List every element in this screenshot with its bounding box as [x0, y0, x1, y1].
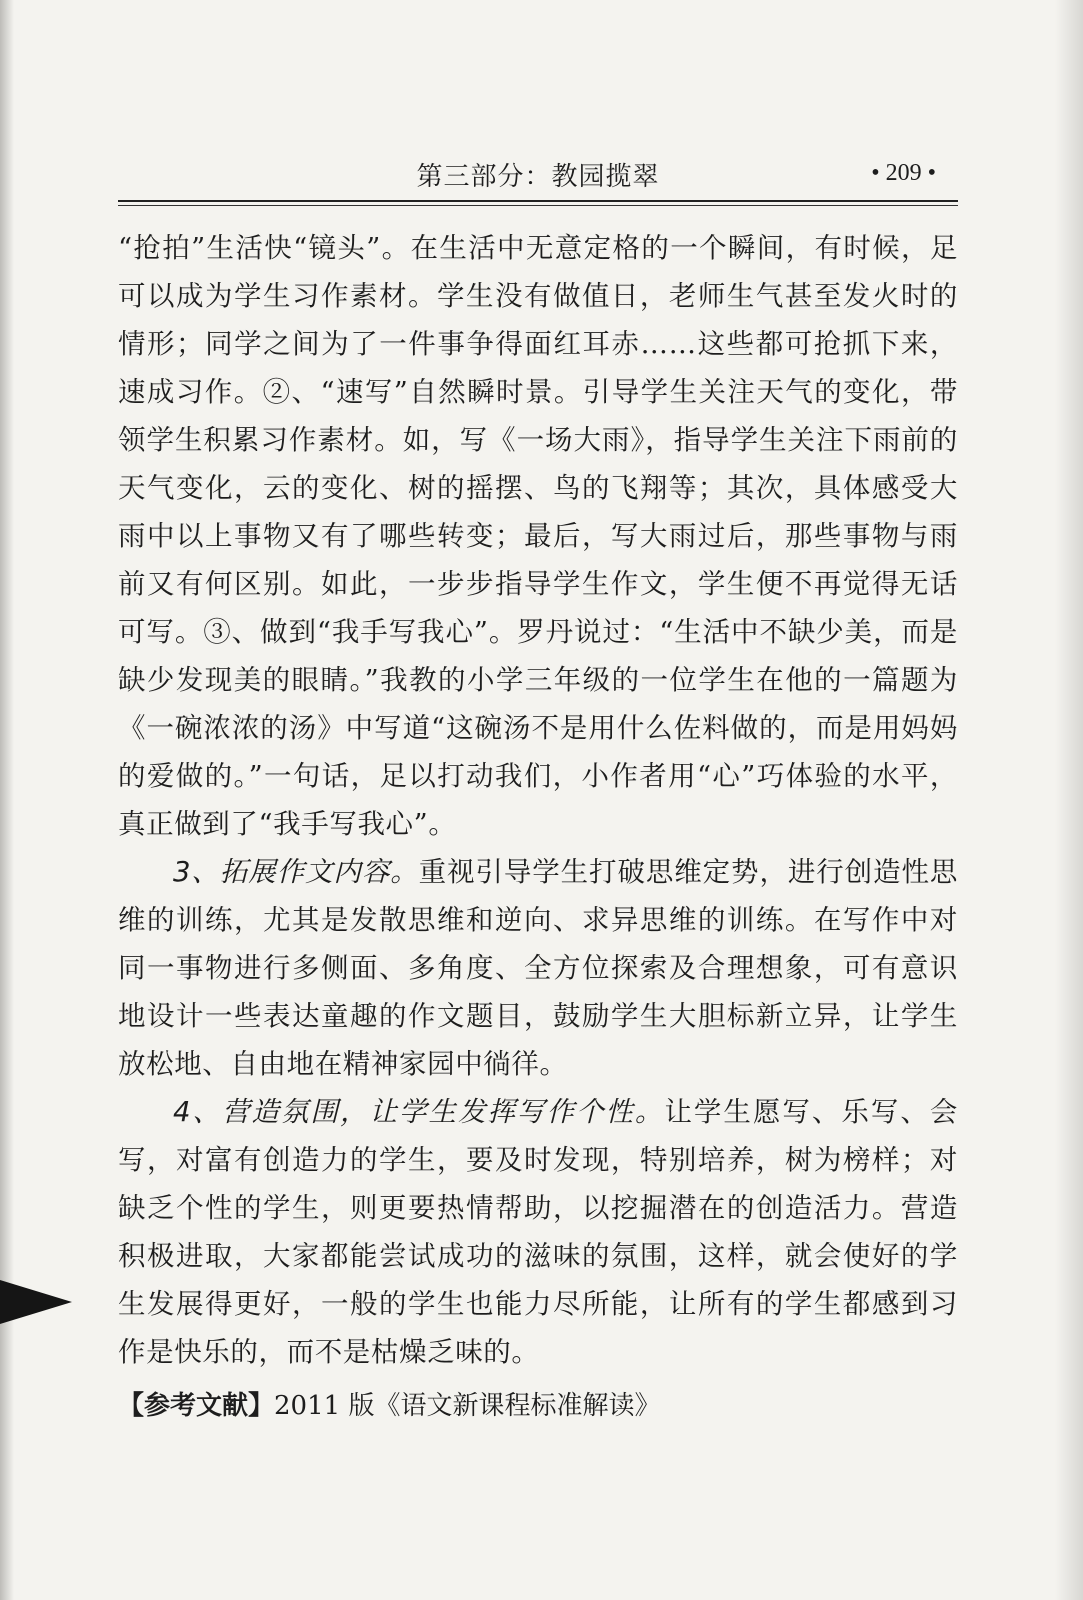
- references-label: 【参考文献】: [118, 1391, 275, 1421]
- paragraph-3-text: 让学生愿写、乐写、会写，对富有创造力的学生，要及时发现，特别培养，树为榜样；对缺乏个性的学生，则更要热情帮助，以挖掘潜在的创造活力。营造积极进取，大家都能尝试成功的滋味的氛围，这样，就会使好的学生发展得更好，一般的学生也能力尽所能，让所有的学生都感到习作是快乐的，而不是枯燥乏味的。: [118, 1096, 959, 1368]
- running-header: [118, 150, 958, 194]
- section-title: 第三部分：教园揽翠: [416, 162, 660, 192]
- references-text: 2011 版《语文新课程标准解读》: [274, 1391, 661, 1421]
- paragraph-2: [118, 848, 958, 1088]
- page-number: • 209 •: [871, 160, 936, 186]
- header-rule-thick: [118, 200, 958, 202]
- paragraph-3: [118, 1088, 958, 1376]
- paragraph-1: [118, 224, 958, 848]
- paragraph-3-lead: 4、营造氛围，让学生发挥写作个性。: [173, 1096, 665, 1128]
- header-rule-thin: [118, 205, 958, 206]
- book-page: [118, 150, 958, 1430]
- scan-right-shadow: [1055, 0, 1083, 1600]
- scan-left-shadow: [0, 0, 14, 1600]
- references: [118, 1382, 958, 1430]
- paragraph-2-text: 重视引导学生打破思维定势，进行创造性思维的训练，尤其是发散思维和逆向、求异思维的训练。在写作中对同一事物进行多侧面、多角度、全方位探索及合理想象，可有意识地设计一些表达童趣的作文题目，鼓励学生大胆标新立异，让学生放松地、自由地在精神家园中徜徉。: [118, 856, 958, 1080]
- paragraph-1-text: “抢拍”生活快“镜头”。在生活中无意定格的一个瞬间，有时候，足可以成为学生习作素材。学生没有做值日，老师生气甚至发火时的情形；同学之间为了一件事争得面红耳赤……这些都可抢抓下来，速成习作。②、“速写”自然瞬时景。引导学生关注天气的变化，带领学生积累习作素材。如，写《一场大雨》，指导学生关注下雨前的天气变化，云的变化、树的摇摆、鸟的飞翔等；其次，具体感受大雨中以上事物又有了哪些转变；最后，写大雨过后，那些事物与雨前又有何区别。如此，一步步指导学生作文，学生便不再觉得无话可写。③、做到“我手写我心”。罗丹说过：“生活中不缺少美，而是缺少发现美的眼睛。”我教的小学三年级的一位学生在他的一篇题为《一碗浓浓的汤》中写道“这碗汤不是用什么佐料做的，而是用妈妈的爱做的。”一句话，足以打动我们，小作者用“心”巧体验的水平，真正做到了“我手写我心”。: [118, 232, 958, 840]
- paragraph-2-lead: 3、拓展作文内容。: [173, 856, 419, 888]
- body-text: [118, 224, 958, 1376]
- scan-edge-mark: [0, 1280, 72, 1324]
